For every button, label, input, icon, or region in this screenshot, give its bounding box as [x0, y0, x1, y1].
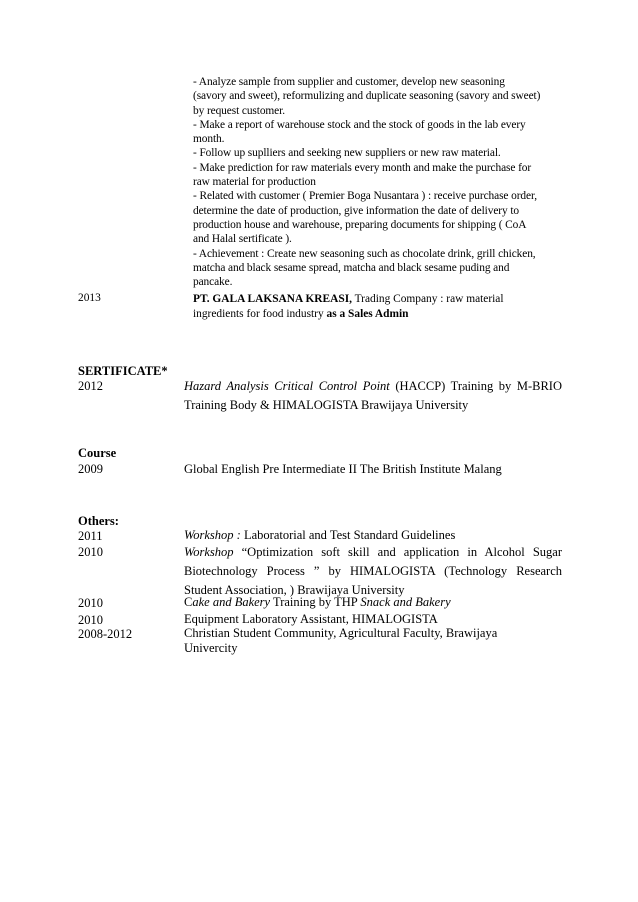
job-role: as a Sales Admin	[326, 308, 409, 320]
entry-italic: ake and Bakery	[192, 595, 271, 609]
duty-line: (savory and sweet), reformulizing and duplicate seasoning (savory and sweet)	[193, 90, 541, 103]
others-entry-2	[184, 543, 562, 600]
duty-line: - Make prediction for raw materials every month and make the purchase for	[193, 161, 532, 174]
duty-line: - Follow up suplliers and seeking new suppliers or new raw material.	[193, 147, 501, 160]
company-desc-2: ingredients for food industry	[193, 308, 327, 320]
course-year: 2009	[78, 462, 103, 476]
entry-text: C	[184, 595, 193, 609]
job-line-2	[193, 307, 573, 322]
entry-italic: Workshop	[184, 545, 234, 559]
sertificate-line-1	[184, 377, 562, 396]
duty-line: - Analyze sample from supplier and customer, develop new seasoning	[193, 76, 505, 88]
others-year: 2011	[78, 529, 103, 543]
others-entry-1	[184, 528, 562, 543]
sertificate-line-2: Training Body & HIMALOGISTA Brawijaya University	[184, 398, 469, 412]
sertificate-title: Hazard Analysis Critical Control Point	[184, 379, 390, 393]
others-year: 2008-2012	[78, 627, 133, 641]
sertificate-entry	[184, 377, 562, 415]
duty-line: by request customer.	[193, 104, 285, 117]
entry-text: Training by THP	[270, 595, 361, 609]
entry-text: Laboratorial and Test Standard Guidelines	[240, 528, 456, 542]
job-year: 2013	[78, 292, 101, 304]
entry-line: Student Association, ) Brawijaya University	[184, 583, 405, 597]
sertificate-year: 2012	[78, 379, 103, 393]
entry-text: “Optimization soft skill and application in Alcohol Sugar	[233, 545, 562, 559]
sertificate-line-1-text: (HACCP) Training by M-BRIO	[389, 379, 562, 393]
duty-line: raw material for production	[193, 176, 316, 189]
others-year: 2010	[78, 613, 103, 627]
others-year: 2010	[78, 596, 103, 610]
others-heading: Others:	[78, 514, 119, 528]
duty-line: month.	[193, 133, 225, 146]
course-heading: Course	[78, 446, 117, 460]
entry-italic: Snack and Bakery	[360, 595, 451, 609]
duty-line: - Achievement : Create new seasoning such as chocolate drink, grill chicken,	[193, 247, 536, 260]
job-entry	[193, 292, 573, 322]
others-entry-3	[184, 595, 562, 610]
duty-line: matcha and black sesame spread, matcha and black sesame puding and	[193, 261, 510, 274]
job-duties	[193, 75, 573, 289]
duty-line: production house and warehouse, preparing documents for shipping ( CoA	[193, 218, 527, 231]
sertificate-heading: SERTIFICATE*	[78, 364, 168, 378]
duty-line: pancake.	[193, 276, 233, 289]
entry-line: Christian Student Community, Agricultural Faculty, Brawijaya	[184, 626, 498, 640]
entry-italic: Workshop :	[184, 528, 241, 542]
course-text: Global English Pre Intermediate II The British Institute Malang	[184, 462, 502, 476]
job-line-1	[193, 292, 573, 307]
duty-line: and Halal sertificate ).	[193, 233, 292, 246]
company-name: PT. GALA LAKSANA KREASI,	[193, 293, 352, 305]
duty-line: - Make a report of warehouse stock and the stock of goods in the lab every	[193, 118, 526, 131]
others-entry-4: Equipment Laboratory Assistant, HIMALOGISTA	[184, 612, 438, 626]
duty-line: determine the date of production, give information the date of delivery to	[193, 204, 519, 217]
entry-line	[184, 543, 562, 562]
company-desc: Trading Company : raw material	[351, 293, 504, 305]
entry-line: Univercity	[184, 641, 238, 655]
others-year: 2010	[78, 545, 103, 559]
duty-line: - Related with customer ( Premier Boga Nusantara ) : receive purchase order,	[193, 190, 537, 203]
entry-line: Biotechnology Process ” by HIMALOGISTA (Technology Research	[184, 564, 562, 578]
others-entry-5	[184, 626, 562, 656]
